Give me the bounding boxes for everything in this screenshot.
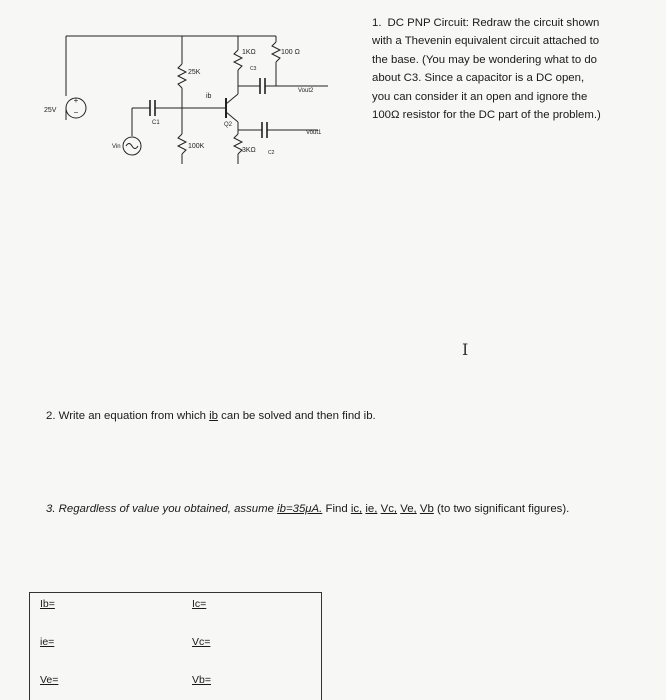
label-vout2: Vout2 (298, 88, 314, 94)
ib-underlined: ib (209, 410, 219, 422)
resistor-3k (234, 134, 242, 154)
label-c1: C1 (152, 120, 160, 126)
question-2: 2. Write an equation from which ib can be solved and then find ib. (46, 410, 376, 422)
question-1-text: DC PNP Circuit: Redraw the circuit shown with a Thevenin equivalent circuit attached to the base. (You may be wondering what to do about C3. Since a capacitor is a DC open, you can consider it an open and ignore the 100Ω resistor for the DC part of the problem.) (372, 17, 601, 122)
label-3k: 3KΩ (242, 147, 256, 154)
label-q2: Q2 (224, 122, 233, 128)
label-vin: Vin (112, 144, 121, 150)
label-ib: ib (206, 93, 212, 100)
resistor-100-ohm (272, 42, 280, 62)
label-25v: 25V (44, 107, 57, 114)
label-100k: 100K (188, 143, 205, 150)
answer-ve[interactable]: Ve= (40, 674, 59, 686)
label-1k: 1KΩ (242, 49, 256, 56)
label-c3: C3 (250, 66, 257, 72)
resistor-100k (178, 134, 186, 154)
answer-vb[interactable]: Vb= (192, 674, 211, 686)
assumed-ib: ib=35μA. (277, 503, 323, 515)
label-25k: 25K (188, 69, 201, 76)
text-cursor-icon: I (462, 340, 469, 359)
label-c2: C2 (268, 150, 275, 156)
svg-text:−: − (73, 108, 79, 117)
answer-ie[interactable]: ie= (40, 636, 55, 648)
svg-text:+: + (73, 96, 79, 105)
answer-box (29, 592, 322, 700)
answer-ib[interactable]: Ib= (40, 598, 55, 610)
answer-vc[interactable]: Vc= (192, 636, 211, 648)
question-1 (372, 14, 604, 124)
resistor-25k (178, 64, 186, 88)
resistor-1k (234, 50, 242, 70)
label-100-ohm: 100 Ω (281, 49, 300, 56)
label-vout1: Vout1 (306, 130, 322, 136)
answer-ic[interactable]: Ic= (192, 598, 207, 610)
question-3: 3. Regardless of value you obtained, assume ib=35μA. Find ic, ie, Vc, Ve, Vb (to two significant figures). (46, 503, 570, 515)
question-1-number: 1. (372, 17, 382, 29)
pnp-circuit-diagram (28, 14, 348, 194)
